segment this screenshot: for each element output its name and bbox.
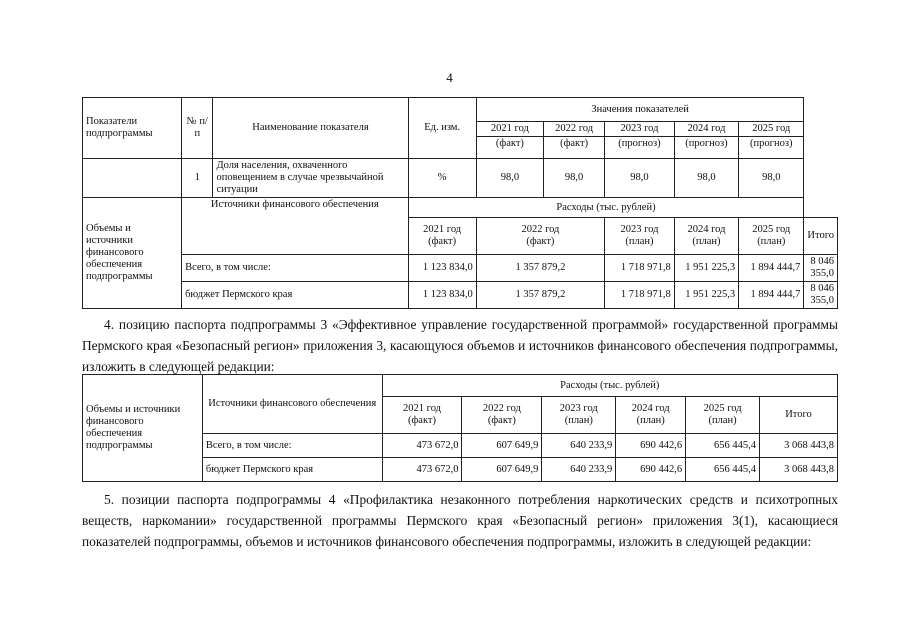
indicator-name-header: Наименование показателя: [213, 98, 408, 159]
page-number: 4: [446, 70, 453, 85]
finance-year-header: 2023 год (план): [542, 397, 616, 434]
finance-row-label-total: Всего, в том числе:: [182, 255, 408, 282]
expenses-header: Расходы (тыс. рублей): [382, 375, 837, 397]
total-header: Итого: [760, 397, 838, 434]
finance-value: 1 718 971,8: [605, 255, 675, 282]
finance-value: 690 442,6: [616, 458, 686, 482]
year-header: 2022 год: [544, 122, 605, 137]
indicator-value: 98,0: [739, 159, 804, 198]
finance-row-label-budget: бюджет Пермского края: [202, 458, 382, 482]
finance-year-header: 2022 год (факт): [476, 218, 604, 255]
finance-year-header: 2023 год (план): [605, 218, 675, 255]
year-header: 2023 год: [605, 122, 675, 137]
finance-value: 473 672,0: [382, 458, 462, 482]
finance-value: 640 233,9: [542, 458, 616, 482]
finance-row-label-total: Всего, в том числе:: [202, 434, 382, 458]
total-header: Итого: [804, 218, 838, 255]
year-header: 2024 год: [674, 122, 738, 137]
indicators-finance-table: [82, 97, 838, 309]
indicator-value: 98,0: [544, 159, 605, 198]
finance-row-label: Объемы и источники финансового обеспечения подпрограммы: [83, 375, 203, 482]
finance-value: 1 894 444,7: [739, 282, 804, 309]
finance-year-header: 2021 год (факт): [382, 397, 462, 434]
finance-table-2: [82, 374, 838, 482]
sources-header: Источники финансового обеспечения: [202, 375, 382, 434]
num-header: № п/п: [182, 98, 213, 159]
finance-total: 8 046 355,0: [804, 255, 838, 282]
finance-total: 8 046 355,0: [804, 282, 838, 309]
finance-value: 640 233,9: [542, 434, 616, 458]
finance-year-header: 2024 год (план): [616, 397, 686, 434]
finance-total: 3 068 443,8: [760, 458, 838, 482]
finance-value: 1 123 834,0: [408, 282, 476, 309]
paragraph-4: 4. позицию паспорта подпрограммы 3 «Эффективное управление государственной программой» государственной программы Пермского края «Безопасный регион» приложения 3, касающуюся объемов и источников финансового обеспечения подпрограммы, изложить в следующей редакции:: [82, 317, 838, 374]
indicator-name: Доля населения, охваченного оповещением в случае чрезвычайной ситуации: [213, 159, 408, 198]
finance-year-header: 2025 год (план): [686, 397, 760, 434]
indicator-value: 98,0: [476, 159, 543, 198]
finance-value: 1 357 879,2: [476, 255, 604, 282]
indicators-row-label: Показатели подпрограммы: [83, 98, 182, 159]
indicator-value: 98,0: [674, 159, 738, 198]
unit-header: Ед. изм.: [408, 98, 476, 159]
year-header: 2021 год: [476, 122, 543, 137]
finance-value: 1 894 444,7: [739, 255, 804, 282]
year-type: (прогноз): [605, 137, 675, 159]
expenses-header: Расходы (тыс. рублей): [408, 198, 804, 218]
finance-year-header: 2025 год (план): [739, 218, 804, 255]
finance-value: 1 718 971,8: [605, 282, 675, 309]
finance-row-label: Объемы и источники финансового обеспечения подпрограммы: [83, 198, 182, 309]
year-type: (прогноз): [674, 137, 738, 159]
finance-value: 656 445,4: [686, 434, 760, 458]
finance-value: 1 357 879,2: [476, 282, 604, 309]
finance-value: 1 951 225,3: [674, 255, 738, 282]
finance-value: 690 442,6: [616, 434, 686, 458]
year-type: (факт): [476, 137, 543, 159]
finance-year-header: 2021 год (факт): [408, 218, 476, 255]
paragraph-5: 5. позиции паспорта подпрограммы 4 «Профилактика незаконного потребления наркотических средств и психотропных веществ, наркомании» государственной программы Пермского края «Безопасный регион» приложения 3(1), касающиеся показателей подпрограммы, объемов и источников финансового обеспечения подпрограммы, изложить в следующей редакции:: [82, 492, 838, 549]
finance-value: 656 445,4: [686, 458, 760, 482]
indicator-unit: %: [408, 159, 476, 198]
finance-value: 473 672,0: [382, 434, 462, 458]
values-header: Значения показателей: [476, 98, 804, 122]
year-header: 2025 год: [739, 122, 804, 137]
indicator-num: 1: [182, 159, 213, 198]
finance-total: 3 068 443,8: [760, 434, 838, 458]
empty-cell: [83, 159, 182, 198]
finance-row-label-budget: бюджет Пермского края: [182, 282, 408, 309]
finance-year-header: 2022 год (факт): [462, 397, 542, 434]
year-type: (факт): [544, 137, 605, 159]
indicator-value: 98,0: [605, 159, 675, 198]
finance-value: 607 649,9: [462, 458, 542, 482]
finance-value: 1 951 225,3: [674, 282, 738, 309]
finance-value: 1 123 834,0: [408, 255, 476, 282]
finance-year-header: 2024 год (план): [674, 218, 738, 255]
year-type: (прогноз): [739, 137, 804, 159]
sources-header: Источники финансового обеспечения: [182, 198, 408, 255]
finance-value: 607 649,9: [462, 434, 542, 458]
